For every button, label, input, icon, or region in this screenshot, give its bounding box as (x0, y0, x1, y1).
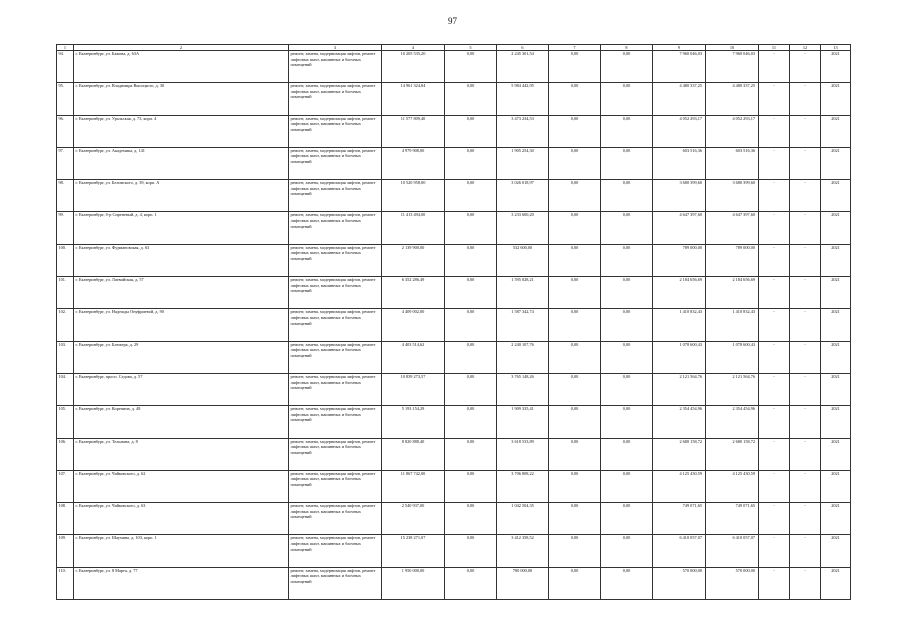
total-cost-cell: 10 839 273,57 (382, 373, 445, 405)
table-row (57, 147, 851, 179)
column-number-6: 6 (497, 45, 549, 51)
cost-col-7-cell: 0,00 (549, 180, 601, 212)
cost-col-10-cell: 1 078 600,43 (706, 341, 759, 373)
work-type-cell: ремонт, замена, модернизация лифтов, ремонт лифтовых шахт, машинных и блочных помещений (289, 373, 382, 405)
row-number: 106. (57, 438, 74, 470)
dash-col-11-cell: - (759, 212, 790, 244)
cost-col-9-cell: 789 000,00 (653, 244, 706, 276)
year-cell: 2021 (821, 341, 851, 373)
cost-col-7-cell: 0,00 (549, 438, 601, 470)
cost-col-7-cell: 0,00 (549, 567, 601, 599)
row-number: 100. (57, 244, 74, 276)
table-row (57, 277, 851, 309)
dash-col-12-cell: - (790, 341, 821, 373)
address-cell: г. Екатеринбург, ул. Надежды Онуфриевой, д. 90 (74, 309, 289, 341)
row-number: 107. (57, 470, 74, 502)
work-type-cell: ремонт, замена, модернизация лифтов, ремонт лифтовых шахт, машинных и блочных помещений (289, 535, 382, 567)
table-row (57, 180, 851, 212)
cost-col-8-cell: 0,00 (601, 373, 653, 405)
total-cost-cell: 10 520 958,00 (382, 180, 445, 212)
work-type-cell: ремонт, замена, модернизация лифтов, ремонт лифтовых шахт, машинных и блочных помещений (289, 438, 382, 470)
cost-col-7-cell: 0,00 (549, 503, 601, 535)
table-row (57, 309, 851, 341)
cost-col-6-cell: 1 042 504,35 (497, 503, 549, 535)
year-cell: 2021 (821, 180, 851, 212)
work-type-cell: ремонт, замена, модернизация лифтов, ремонт лифтовых шахт, машинных и блочных помещений (289, 51, 382, 83)
cost-col-6-cell: 3 765 148,26 (497, 373, 549, 405)
cost-col-10-cell: 4 480 337,25 (706, 83, 759, 115)
cost-col-7-cell: 0,00 (549, 83, 601, 115)
table-row (57, 503, 851, 535)
table-row (57, 51, 851, 83)
column-number-10: 10 (706, 45, 759, 51)
year-cell: 2021 (821, 438, 851, 470)
cost-col-5-cell: 0,00 (445, 212, 497, 244)
dash-col-12-cell: - (790, 406, 821, 438)
row-number: 95. (57, 83, 74, 115)
total-cost-cell: 11 577 809,40 (382, 115, 445, 147)
row-number: 110. (57, 567, 74, 599)
cost-col-10-cell: 3 680 399,60 (706, 180, 759, 212)
total-cost-cell: 2 139 900,00 (382, 244, 445, 276)
cost-col-5-cell: 0,00 (445, 438, 497, 470)
dash-col-12-cell: - (790, 244, 821, 276)
dash-col-11-cell: - (759, 567, 790, 599)
address-cell: г. Екатеринбург, ул. Чайковского, д. 62 (74, 470, 289, 502)
cost-col-6-cell: 5 984 442,95 (497, 83, 549, 115)
dash-col-11-cell: - (759, 51, 790, 83)
address-cell: г. Екатеринбург, ул. Блюхера, д. 29 (74, 341, 289, 373)
cost-col-8-cell: 0,00 (601, 244, 653, 276)
cost-col-5-cell: 0,00 (445, 147, 497, 179)
dash-col-11-cell: - (759, 373, 790, 405)
cost-col-8-cell: 0,00 (601, 212, 653, 244)
dash-col-12-cell: - (790, 83, 821, 115)
cost-col-10-cell: 4 052 293,17 (706, 115, 759, 147)
total-cost-cell: 8 820 888,40 (382, 438, 445, 470)
cost-col-6-cell: 2 240 107,76 (497, 341, 549, 373)
column-number-8: 8 (601, 45, 653, 51)
total-cost-cell: 4 403 514,62 (382, 341, 445, 373)
dash-col-12-cell: - (790, 212, 821, 244)
year-cell: 2021 (821, 212, 851, 244)
cost-col-9-cell: 7 960 046,03 (653, 51, 706, 83)
year-cell: 2021 (821, 277, 851, 309)
table-row (57, 567, 851, 599)
row-number: 96. (57, 115, 74, 147)
address-cell: г. Екатеринбург, ул. Тельмана, д. 8 (74, 438, 289, 470)
cost-col-7-cell: 0,00 (549, 115, 601, 147)
cost-col-6-cell: 532 600,00 (497, 244, 549, 276)
row-number: 108. (57, 503, 74, 535)
cost-col-8-cell: 0,00 (601, 406, 653, 438)
year-cell: 2021 (821, 83, 851, 115)
dash-col-12-cell: - (790, 567, 821, 599)
cost-col-8-cell: 0,00 (601, 567, 653, 599)
dash-col-11-cell: - (759, 535, 790, 567)
address-cell: г. Екатеринбург, ул. Белинского, д. 39, корп. А (74, 180, 289, 212)
dash-col-11-cell: - (759, 438, 790, 470)
column-number-4: 4 (382, 45, 445, 51)
cost-col-8-cell: 0,00 (601, 115, 653, 147)
total-cost-cell: 4 979 908,00 (382, 147, 445, 179)
cost-col-6-cell: 3 473 234,53 (497, 115, 549, 147)
cost-col-5-cell: 0,00 (445, 83, 497, 115)
dash-col-11-cell: - (759, 115, 790, 147)
cost-col-5-cell: 0,00 (445, 51, 497, 83)
cost-col-7-cell: 0,00 (549, 51, 601, 83)
column-number-5: 5 (445, 45, 497, 51)
cost-col-8-cell: 0,00 (601, 535, 653, 567)
register-body (57, 51, 851, 600)
total-cost-cell: 6 352 286,49 (382, 277, 445, 309)
year-cell: 2021 (821, 470, 851, 502)
work-type-cell: ремонт, замена, модернизация лифтов, ремонт лифтовых шахт, машинных и блочных помещений (289, 180, 382, 212)
work-type-cell: ремонт, замена, модернизация лифтов, ремонт лифтовых шахт, машинных и блочных помещений (289, 470, 382, 502)
cost-col-10-cell: 789 000,00 (706, 244, 759, 276)
cost-col-8-cell: 0,00 (601, 470, 653, 502)
cost-col-5-cell: 0,00 (445, 180, 497, 212)
cost-col-5-cell: 0,00 (445, 309, 497, 341)
work-type-cell: ремонт, замена, модернизация лифтов, ремонт лифтовых шахт, машинных и блочных помещений (289, 244, 382, 276)
column-number-2: 2 (74, 45, 289, 51)
cost-col-9-cell: 570 000,00 (653, 567, 706, 599)
cost-col-7-cell: 0,00 (549, 147, 601, 179)
cost-col-8-cell: 0,00 (601, 503, 653, 535)
row-number: 103. (57, 341, 74, 373)
cost-col-9-cell: 4 125 430,59 (653, 470, 706, 502)
row-number: 109. (57, 535, 74, 567)
cost-col-10-cell: 4 125 430,59 (706, 470, 759, 502)
address-cell: г. Екатеринбург, ул. Латвийская, д. 57 (74, 277, 289, 309)
cost-col-7-cell: 0,00 (549, 373, 601, 405)
cost-col-8-cell: 0,00 (601, 51, 653, 83)
table-row (57, 373, 851, 405)
cost-col-9-cell: 2 121 564,76 (653, 373, 706, 405)
work-type-cell: ремонт, замена, модернизация лифтов, ремонт лифтовых шахт, машинных и блочных помещений (289, 147, 382, 179)
row-number: 97. (57, 147, 74, 179)
work-type-cell: ремонт, замена, модернизация лифтов, ремонт лифтовых шахт, машинных и блочных помещений (289, 406, 382, 438)
table-row (57, 83, 851, 115)
dash-col-12-cell: - (790, 309, 821, 341)
dash-col-12-cell: - (790, 180, 821, 212)
cost-col-8-cell: 0,00 (601, 147, 653, 179)
cost-col-7-cell: 0,00 (549, 212, 601, 244)
cost-col-5-cell: 0,00 (445, 535, 497, 567)
row-number: 94. (57, 51, 74, 83)
cost-col-9-cell: 603 516,36 (653, 147, 706, 179)
address-cell: г. Екатеринбург, ул. Шаумяна, д. 103, корп. 1 (74, 535, 289, 567)
cost-col-5-cell: 0,00 (445, 406, 497, 438)
dash-col-11-cell: - (759, 309, 790, 341)
cost-col-7-cell: 0,00 (549, 244, 601, 276)
table-row (57, 470, 851, 502)
dash-col-11-cell: - (759, 341, 790, 373)
cost-col-5-cell: 0,00 (445, 567, 497, 599)
dash-col-11-cell: - (759, 83, 790, 115)
total-cost-cell: 15 238 271,07 (382, 535, 445, 567)
total-cost-cell: 14 961 324,84 (382, 83, 445, 115)
cost-col-5-cell: 0,00 (445, 115, 497, 147)
work-type-cell: ремонт, замена, модернизация лифтов, ремонт лифтовых шахт, машинных и блочных помещений (289, 115, 382, 147)
dash-col-12-cell: - (790, 277, 821, 309)
cost-col-9-cell: 6 410 057,07 (653, 535, 706, 567)
cost-col-5-cell: 0,00 (445, 373, 497, 405)
total-cost-cell: 11 413 494,00 (382, 212, 445, 244)
cost-col-9-cell: 4 480 337,25 (653, 83, 706, 115)
dash-col-11-cell: - (759, 147, 790, 179)
table-row (57, 406, 851, 438)
cost-col-8-cell: 0,00 (601, 277, 653, 309)
cost-col-5-cell: 0,00 (445, 341, 497, 373)
cost-col-10-cell: 7 960 046,03 (706, 51, 759, 83)
work-type-cell: ремонт, замена, модернизация лифтов, ремонт лифтовых шахт, машинных и блочных помещений (289, 567, 382, 599)
table-row (57, 341, 851, 373)
dash-col-12-cell: - (790, 535, 821, 567)
year-cell: 2021 (821, 309, 851, 341)
cost-col-10-cell: 570 000,00 (706, 567, 759, 599)
cost-col-10-cell: 1 410 832,43 (706, 309, 759, 341)
work-type-cell: ремонт, замена, модернизация лифтов, ремонт лифтовых шахт, машинных и блочных помещений (289, 309, 382, 341)
total-cost-cell: 4 409 002,00 (382, 309, 445, 341)
cost-col-5-cell: 0,00 (445, 277, 497, 309)
column-number-11: 11 (759, 45, 790, 51)
cost-col-6-cell: 1 595 028,21 (497, 277, 549, 309)
cost-col-7-cell: 0,00 (549, 277, 601, 309)
address-cell: г. Екатеринбург, ул. Владимира Высоцкого, д. 30 (74, 83, 289, 115)
cost-col-5-cell: 0,00 (445, 470, 497, 502)
dash-col-12-cell: - (790, 503, 821, 535)
page-number: 97 (448, 16, 457, 26)
cost-col-10-cell: 2 354 454,96 (706, 406, 759, 438)
cost-col-5-cell: 0,00 (445, 503, 497, 535)
cost-col-7-cell: 0,00 (549, 309, 601, 341)
dash-col-11-cell: - (759, 503, 790, 535)
dash-col-11-cell: - (759, 277, 790, 309)
dash-col-12-cell: - (790, 51, 821, 83)
dash-col-11-cell: - (759, 470, 790, 502)
address-cell: г. Екатеринбург, ул. Академика, д. 141 (74, 147, 289, 179)
cost-col-9-cell: 2 680 158,72 (653, 438, 706, 470)
cost-col-9-cell: 749 071,65 (653, 503, 706, 535)
row-number: 105. (57, 406, 74, 438)
cost-col-10-cell: 4 647 397,60 (706, 212, 759, 244)
address-cell: г. Екатеринбург, просп. Седова, д. 57 (74, 373, 289, 405)
year-cell: 2021 (821, 406, 851, 438)
row-number: 99. (57, 212, 74, 244)
cost-col-8-cell: 0,00 (601, 309, 653, 341)
cost-col-6-cell: 2 245 301,54 (497, 51, 549, 83)
address-cell: г. Екатеринбург, б-р Сиреневый, д. 4, корп. 1 (74, 212, 289, 244)
cost-col-7-cell: 0,00 (549, 406, 601, 438)
cost-col-9-cell: 2 184 656,69 (653, 277, 706, 309)
cost-col-6-cell: 3 026 018,97 (497, 180, 549, 212)
cost-col-9-cell: 1 410 832,43 (653, 309, 706, 341)
cost-col-6-cell: 3 706 808,22 (497, 470, 549, 502)
year-cell: 2021 (821, 373, 851, 405)
year-cell: 2021 (821, 567, 851, 599)
table-row (57, 244, 851, 276)
table-row (57, 212, 851, 244)
work-type-cell: ремонт, замена, модернизация лифтов, ремонт лифтовых шахт, машинных и блочных помещений (289, 212, 382, 244)
year-cell: 2021 (821, 244, 851, 276)
row-number: 98. (57, 180, 74, 212)
total-cost-cell: 10 205 535,20 (382, 51, 445, 83)
dash-col-12-cell: - (790, 147, 821, 179)
cost-col-8-cell: 0,00 (601, 341, 653, 373)
cost-col-10-cell: 6 410 057,07 (706, 535, 759, 567)
address-cell: г. Екатеринбург, ул. Корепина, д. 48 (74, 406, 289, 438)
cost-col-10-cell: 2 121 564,76 (706, 373, 759, 405)
address-cell: г. Екатеринбург, ул. 8 Марта, д. 77 (74, 567, 289, 599)
cost-col-9-cell: 4 052 293,17 (653, 115, 706, 147)
cost-col-10-cell: 603 516,36 (706, 147, 759, 179)
cost-col-7-cell: 0,00 (549, 341, 601, 373)
cost-col-7-cell: 0,00 (549, 535, 601, 567)
cost-col-7-cell: 0,00 (549, 470, 601, 502)
column-number-12: 12 (790, 45, 821, 51)
row-number: 102. (57, 309, 74, 341)
cost-col-10-cell: 2 680 158,72 (706, 438, 759, 470)
cost-col-10-cell: 749 071,65 (706, 503, 759, 535)
address-cell: г. Екатеринбург, ул. Бажова, д. 63А (74, 51, 289, 83)
dash-col-12-cell: - (790, 470, 821, 502)
column-number-1: 1 (57, 45, 74, 51)
column-number-7: 7 (549, 45, 601, 51)
table-row (57, 535, 851, 567)
total-cost-cell: 5 193 154,29 (382, 406, 445, 438)
cost-col-9-cell: 3 680 399,60 (653, 180, 706, 212)
cost-col-6-cell: 1 909 335,41 (497, 406, 549, 438)
dash-col-12-cell: - (790, 438, 821, 470)
row-number: 101. (57, 277, 74, 309)
dash-col-12-cell: - (790, 115, 821, 147)
cost-col-10-cell: 2 184 656,69 (706, 277, 759, 309)
cost-col-9-cell: 1 078 600,43 (653, 341, 706, 373)
cost-col-9-cell: 2 354 454,96 (653, 406, 706, 438)
address-cell: г. Екатеринбург, ул. Чайковского, д. 63 (74, 503, 289, 535)
year-cell: 2021 (821, 51, 851, 83)
cost-col-8-cell: 0,00 (601, 180, 653, 212)
address-cell: г. Екатеринбург, ул. Фурмановская, д. 63 (74, 244, 289, 276)
column-number-9: 9 (653, 45, 706, 51)
total-cost-cell: 2 540 937,00 (382, 503, 445, 535)
work-type-cell: ремонт, замена, модернизация лифтов, ремонт лифтовых шахт, машинных и блочных помещений (289, 83, 382, 115)
address-cell: г. Екатеринбург, ул. Уральская, д. 73, корп. 4 (74, 115, 289, 147)
year-cell: 2021 (821, 503, 851, 535)
column-number-13: 13 (821, 45, 851, 51)
cost-col-6-cell: 780 000,00 (497, 567, 549, 599)
column-number-3: 3 (289, 45, 382, 51)
register-table (56, 44, 851, 600)
cost-col-6-cell: 3 412 358,52 (497, 535, 549, 567)
year-cell: 2021 (821, 147, 851, 179)
cost-col-6-cell: 3 233 600,20 (497, 212, 549, 244)
total-cost-cell: 11 867 742,00 (382, 470, 445, 502)
cost-col-9-cell: 4 647 397,60 (653, 212, 706, 244)
year-cell: 2021 (821, 115, 851, 147)
table-row (57, 115, 851, 147)
cost-col-8-cell: 0,00 (601, 438, 653, 470)
dash-col-11-cell: - (759, 406, 790, 438)
table-row (57, 438, 851, 470)
work-type-cell: ремонт, замена, модернизация лифтов, ремонт лифтовых шахт, машинных и блочных помещений (289, 503, 382, 535)
cost-col-5-cell: 0,00 (445, 244, 497, 276)
year-cell: 2021 (821, 535, 851, 567)
total-cost-cell: 1 950 000,00 (382, 567, 445, 599)
cost-col-6-cell: 1 587 342,74 (497, 309, 549, 341)
cost-col-8-cell: 0,00 (601, 83, 653, 115)
cost-col-6-cell: 1 905 254,30 (497, 147, 549, 179)
dash-col-11-cell: - (759, 244, 790, 276)
work-type-cell: ремонт, замена, модернизация лифтов, ремонт лифтовых шахт, машинных и блочных помещений (289, 341, 382, 373)
work-type-cell: ремонт, замена, модернизация лифтов, ремонт лифтовых шахт, машинных и блочных помещений (289, 277, 382, 309)
cost-col-6-cell: 3 618 533,89 (497, 438, 549, 470)
dash-col-11-cell: - (759, 180, 790, 212)
dash-col-12-cell: - (790, 373, 821, 405)
row-number: 104. (57, 373, 74, 405)
